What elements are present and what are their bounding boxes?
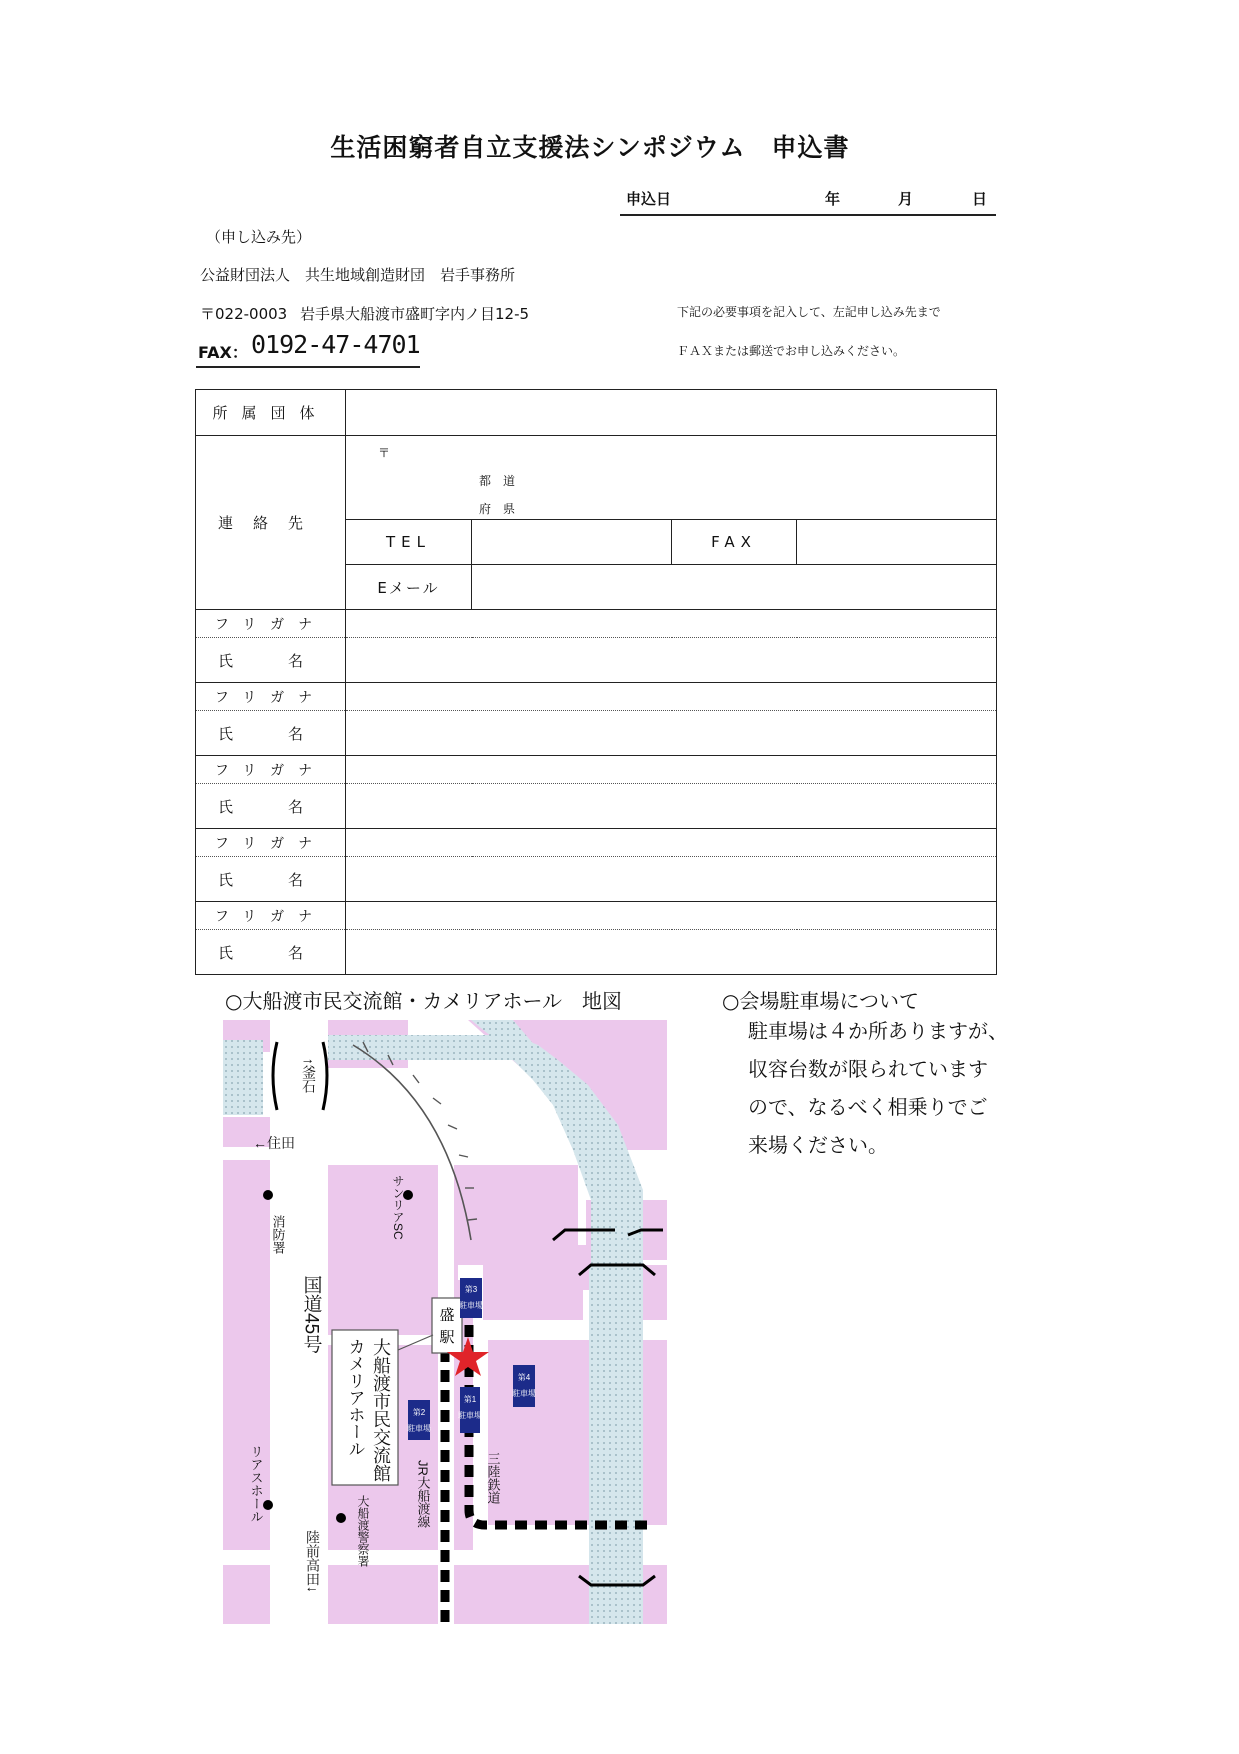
postal-mark: 〒 xyxy=(378,446,391,460)
name-label: 氏 名 xyxy=(196,930,346,975)
furigana-field[interactable] xyxy=(346,756,997,784)
name-field[interactable] xyxy=(346,711,997,756)
label-sumita: ←住田 xyxy=(253,1135,295,1151)
pref-bottom: 府 県 xyxy=(479,502,516,516)
furigana-label: フリガナ xyxy=(196,683,346,711)
tel-field[interactable] xyxy=(472,520,672,565)
parking-1 xyxy=(460,1387,480,1433)
furigana-label: フリガナ xyxy=(196,829,346,857)
parking-3 xyxy=(460,1278,482,1318)
label-hall-2: カメリアホール xyxy=(345,1338,365,1457)
name-field[interactable] xyxy=(346,784,997,829)
furigana-label: フリガナ xyxy=(196,902,346,930)
name-field[interactable] xyxy=(346,857,997,902)
fax-number: 0192-47-4701 xyxy=(251,330,420,359)
date-month: 月 xyxy=(898,190,914,208)
name-field[interactable] xyxy=(346,930,997,975)
parking-heading: ○会場駐車場について xyxy=(722,989,920,1013)
fax-field[interactable] xyxy=(797,520,997,565)
parking-line-1: 駐車場は４か所ありますが、 xyxy=(748,1019,1008,1043)
parking-line-3: ので、なるべく相乗りでご xyxy=(748,1095,988,1119)
svg-text:駐車場: 駐車場 xyxy=(458,1411,482,1420)
page-title: 生活困窮者自立支援法シンポジウム 申込書 xyxy=(330,133,850,162)
venue-map xyxy=(223,1020,667,1624)
instruction-line-2: ＦＡＸまたは郵送でお申し込みください。 xyxy=(677,344,906,358)
instruction-line-1: 下記の必要事項を記入して、左記申し込み先まで xyxy=(677,305,941,319)
destination-address: 岩手県大船渡市盛町字内ノ目12-5 xyxy=(300,305,530,323)
pref-top: 都 道 xyxy=(479,474,516,488)
name-label: 氏 名 xyxy=(196,711,346,756)
label-kamaishi: ↑釜石 xyxy=(301,1058,317,1093)
svg-text:第4: 第4 xyxy=(517,1373,531,1382)
contact-label: 連絡先 xyxy=(196,436,346,610)
destination-heading: （申し込み先） xyxy=(206,228,312,246)
destination-org: 公益財団法人 共生地域創造財団 岩手事務所 xyxy=(200,266,516,284)
label-sunria: サンリアSC xyxy=(391,1175,405,1240)
label-hall-1: 大船渡市民交流館 xyxy=(371,1338,391,1482)
svg-text:駐車場: 駐車場 xyxy=(512,1389,536,1398)
affiliation-label: 所属団体 xyxy=(196,390,346,436)
name-label: 氏 名 xyxy=(196,857,346,902)
furigana-label: フリガナ xyxy=(196,756,346,784)
tel-label: TEL xyxy=(346,520,472,565)
date-label: 申込日 xyxy=(626,190,672,208)
svg-text:駐車場: 駐車場 xyxy=(407,1424,431,1433)
date-day: 日 xyxy=(972,190,988,208)
parking-4 xyxy=(513,1365,535,1407)
label-fire: 消防署 xyxy=(270,1215,286,1254)
map-heading: ○大船渡市民交流館・カメリアホール 地図 xyxy=(225,989,623,1013)
fax-label: FAX： xyxy=(198,343,248,362)
svg-text:第2: 第2 xyxy=(412,1408,426,1417)
label-route: 国道45号 xyxy=(300,1275,322,1354)
email-field[interactable] xyxy=(472,565,997,610)
station-name-2: 駅 xyxy=(439,1329,455,1346)
email-label: Eメール xyxy=(346,565,472,610)
address-field[interactable] xyxy=(346,436,997,520)
label-rias: リアスホール xyxy=(248,1445,264,1523)
station-name-1: 盛 xyxy=(439,1307,455,1324)
application-date-field[interactable] xyxy=(620,182,996,216)
fax-number-block xyxy=(196,328,420,368)
svg-text:駐車場: 駐車場 xyxy=(459,1301,483,1310)
date-year: 年 xyxy=(825,190,841,208)
application-form-table xyxy=(195,389,997,975)
parking-line-2: 収容台数が限られています xyxy=(748,1057,988,1081)
name-label: 氏 名 xyxy=(196,784,346,829)
parking-2 xyxy=(408,1400,430,1440)
svg-text:第3: 第3 xyxy=(464,1285,478,1294)
name-label: 氏 名 xyxy=(196,638,346,683)
destination-postal: 〒022-0003 xyxy=(200,305,288,323)
svg-text:第1: 第1 xyxy=(463,1395,477,1404)
furigana-field[interactable] xyxy=(346,683,997,711)
parking-line-4: 来場ください。 xyxy=(748,1133,888,1157)
affiliation-field[interactable] xyxy=(346,390,997,436)
furigana-field[interactable] xyxy=(346,610,997,638)
label-jr: JR大船渡線 xyxy=(415,1460,431,1528)
name-field[interactable] xyxy=(346,638,997,683)
label-rikuzen: 陸前高田↓ xyxy=(305,1530,321,1593)
furigana-field[interactable] xyxy=(346,902,997,930)
fax-field-label: FAX xyxy=(672,520,797,565)
furigana-field[interactable] xyxy=(346,829,997,857)
label-sanriku: 三陸鉄道 xyxy=(485,1452,501,1504)
furigana-label: フリガナ xyxy=(196,610,346,638)
label-police: 大船渡警察署 xyxy=(356,1495,370,1567)
